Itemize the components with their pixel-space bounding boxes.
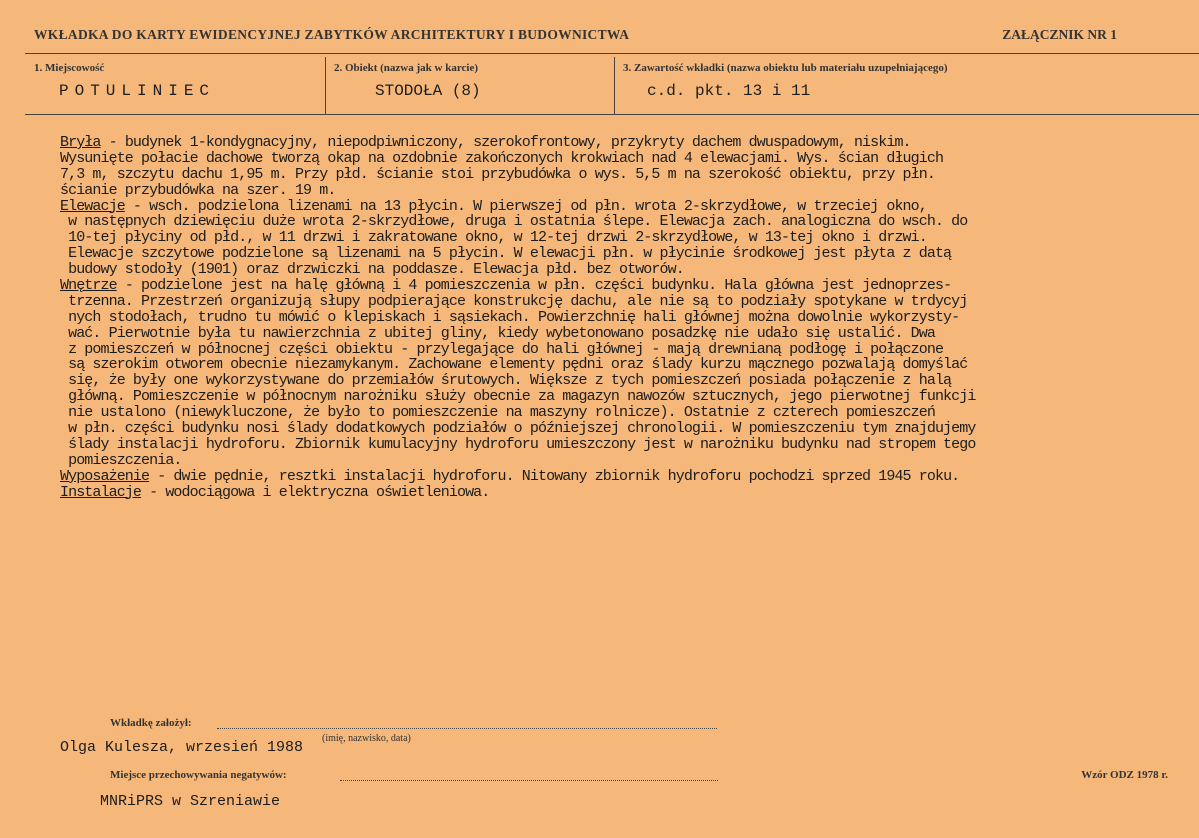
text-line: [60, 278, 1190, 294]
author-dotted-line: [217, 728, 717, 729]
text-line: [60, 326, 1190, 342]
line-text: 7,3 m, szczytu dachu 1,95 m. Przy płd. ścianie stoi przybudówka o wys. 5,5 m na szerokość obiektu, przy płn.: [60, 165, 935, 183]
field-object: [325, 57, 615, 114]
text-line: [60, 453, 1190, 469]
field-locality-label: 1. Miejscowość: [34, 62, 105, 74]
field-locality-value: POTULINIEC: [59, 82, 216, 100]
form-model: Wzór ODZ 1978 r.: [1081, 769, 1168, 781]
text-line: [60, 405, 1190, 421]
text-line: [60, 151, 1190, 167]
line-text: Wysunięte połacie dachowe tworzą okap na ozdobnie zakończonych krokwiach nad 4 elewacjami. Wys. ścian długich: [60, 149, 944, 167]
text-line: [60, 342, 1190, 358]
text-line: [60, 357, 1190, 373]
description-text: [60, 135, 1190, 500]
text-line: [60, 373, 1190, 389]
author-value: Olga Kulesza, wrzesień 1988: [60, 739, 304, 756]
text-line: [60, 262, 1190, 278]
text-line: [60, 135, 1190, 151]
line-text: - podzielone jest na halę główną i 4 pomieszczenia w płn. części budynku. Hala główna jest jednoprzes-: [116, 277, 952, 295]
field-contents-label: 3. Zawartość wkładki (nazwa obiektu lub materiału uzupełniającego): [623, 62, 948, 74]
field-locality: [25, 57, 326, 114]
line-text: wać. Pierwotnie była tu nawierzchnia z ubitej gliny, kiedy wybetonowano posadzkę nie udało się ustalić. Dwa: [60, 324, 935, 342]
line-text: ślady instalacji hydroforu. Zbiornik kumulacyjny hydroforu umieszczony jest w narożniku budynku nad stropem tego: [60, 435, 976, 453]
text-line: [60, 214, 1190, 230]
annex-number: ZAŁĄCZNIK NR 1: [1002, 27, 1117, 42]
text-line: [60, 310, 1190, 326]
section-heading: Wnętrze: [60, 277, 117, 295]
line-text: w następnych dziewięciu duże wrota 2-skrzydłowe, druga i ostatnia ślepe. Elewacja zach. analogiczna do wsch. do: [60, 213, 968, 231]
line-text: budowy stodoły (1901) oraz drzwiczki na poddasze. Elewacja płd. bez otworów.: [60, 261, 684, 279]
text-line: [60, 167, 1190, 183]
text-line: [60, 246, 1190, 262]
text-line: [60, 485, 1190, 501]
fields-row: [25, 57, 1199, 114]
field-contents: [614, 57, 1199, 114]
line-text: pomieszczenia.: [60, 451, 182, 469]
storage-label: Miejsce przechowywania negatywów:: [110, 769, 287, 781]
text-line: [60, 199, 1190, 215]
section-heading: Instalacje: [60, 483, 142, 501]
form-title: WKŁADKA DO KARTY EWIDENCYJNEJ ZABYTKÓW ARCHITEKTURY I BUDOWNICTWA: [34, 27, 630, 42]
field-contents-value: c.d. pkt. 13 i 11: [647, 82, 811, 100]
line-text: Elewacje szczytowe podzielone są lizenami na 5 płycin. W elewacji płn. w płycinie środkowej jest płyta z datą: [60, 245, 952, 263]
line-text: nie ustalono (niewykluczone, że było to pomieszczenie na maszyny rolnicze). Ostatnie z czterech pomieszczeń: [60, 404, 935, 422]
line-text: 10-tej płyciny od płd., w 11 drzwi i zakratowane okno, w 12-tej drzwi 2-skrzydłowe, w 13-tej okno i drzwi.: [60, 229, 927, 247]
line-text: - wsch. podzielona lizenami na 13 płycin. W pierwszej od płn. wrota 2-skrzydłowe, w trzeciej okno,: [124, 197, 927, 215]
author-label: Wkładkę założył:: [110, 717, 192, 729]
line-text: - wodociągowa i elektryczna oświetleniowa.: [141, 483, 490, 501]
text-line: [60, 183, 1190, 199]
section-heading: Bryła: [60, 134, 101, 151]
header-divider: [25, 53, 1199, 54]
line-text: trzenna. Przestrzeń organizują słupy podpierające konstrukcję dachu, ale nie są to podziały spotykane w trdycyj: [60, 292, 968, 310]
text-line: [60, 469, 1190, 485]
field-object-label: 2. Obiekt (nazwa jak w karcie): [334, 62, 479, 74]
line-text: - budynek 1-kondygnacyjny, niepodpiwniczony, szerokofrontowy, przykryty dachem dwuspadowym, niskim.: [100, 134, 911, 151]
storage-value: MNRiPRS w Szreniawie: [100, 793, 281, 810]
text-line: [60, 437, 1190, 453]
line-text: są szerokim otworem obecnie niezamykanym. Zachowane elementy pędni oraz ślady kurzu mącznego pozwalają domyślać: [60, 356, 968, 374]
author-hint: (imię, nazwisko, data): [322, 733, 411, 744]
field-object-value: STODOŁA (8): [375, 82, 481, 100]
line-text: się, że były one wykorzystywane do przemiałów śrutowych. Większe z tych pomieszczeń posiada połączenie z halą: [60, 372, 952, 390]
fields-divider: [25, 114, 1199, 115]
text-line: [60, 294, 1190, 310]
line-text: nych stodołach, trudno tu mówić o klepiskach i sąsiekach. Powierzchnię hali głównej można dowolnie wykorzysty-: [60, 308, 960, 326]
section-heading: Wyposażenie: [60, 467, 150, 485]
line-text: w płn. części budynku nosi ślady dodatkowych podziałów o późniejszej chronologii. W pomieszczeniu tym znajdujemy: [60, 420, 976, 438]
text-line: [60, 421, 1190, 437]
text-line: [60, 230, 1190, 246]
text-line: [60, 389, 1190, 405]
line-text: ścianie przybudówka na szer. 19 m.: [60, 181, 336, 199]
line-text: główną. Pomieszczenie w północnym narożniku służy obecnie za magazyn nawozów sztucznych, jego pierwotnej funkcji: [60, 388, 976, 406]
line-text: - dwie pędnie, resztki instalacji hydroforu. Nitowany zbiornik hydroforu pochodzi sprzed 1945 roku.: [149, 467, 960, 485]
section-heading: Elewacje: [60, 197, 125, 215]
line-text: z pomieszczeń w północnej części obiektu - przylegające do hali głównej - mają drewnianą podłogę i połączone: [60, 340, 944, 358]
storage-dotted-line: [340, 780, 718, 781]
